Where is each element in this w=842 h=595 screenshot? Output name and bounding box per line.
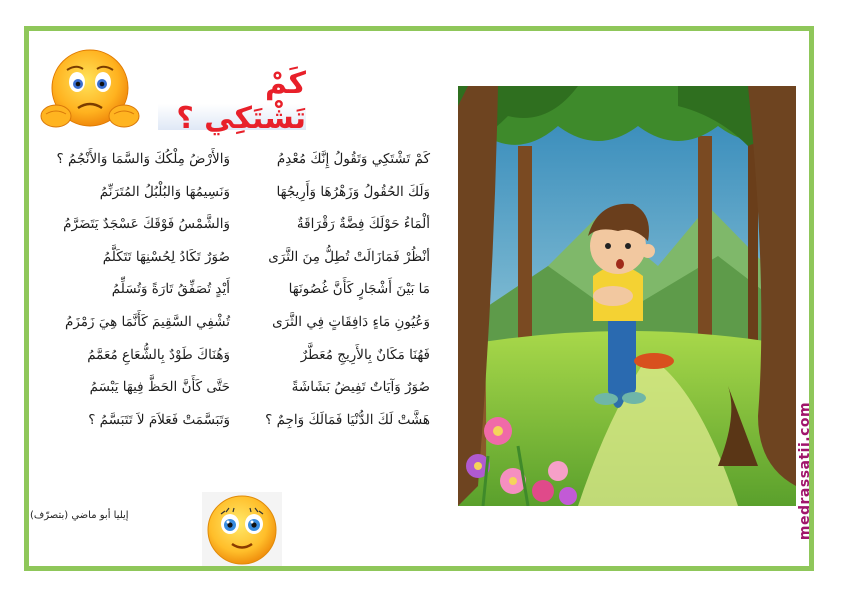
poem-line: صُوَرٌ وَآيَاتٌ تَفِيضُ بَشَاشَةً: [291, 379, 430, 396]
smiling-emoji-icon: [202, 492, 282, 566]
poem-line: وَتَبَسَّمَتْ فَعَلاَمَ لاَ تَتَبَسَّمُ ؟: [88, 411, 230, 428]
poem-left-column: [52, 143, 230, 436]
poem-line: وَعُيُونِ مَاءٍ دَافِقَاتٍ فِي الثَّرَى: [272, 313, 430, 330]
poem-line: أنْظُرْ فَمَازَالَتْ تُطِلُّ مِنَ الثَّرَى: [268, 248, 430, 265]
poem-title: كَمْ تَشْتَكِي ؟: [158, 72, 306, 130]
poem-line: مَا بَيْنَ أَشْجَارٍ كَأَنَّ غُصُونَهَا: [288, 281, 430, 298]
poem-line: صُوَرٌ تَكَادُ لِحُسْنِهَا تَتَكَلَّمُ: [102, 248, 230, 265]
poem-line: كَمْ تَشْتَكِي وَتَقُولُ إِنَّكَ مُعْدِمُ: [276, 151, 430, 167]
poem-line: وَالشَّمْسُ فَوْقَكَ عَسْجَدٌ يَتَضَرَّمُ: [63, 216, 230, 233]
poem-line: أَيْدٍ تُصَفِّقُ تَارَةً وَتُسَلِّمُ: [111, 281, 230, 298]
poem-line: تُشْفِي السَّقِيمَ كَأَنَّمَا هِيَ زَمْزَمُ: [65, 313, 230, 330]
poem-line: وَالأَرْضُ مِلْكُكَ وَالسَّمَا وَالأَنْجُمُ ؟: [56, 151, 230, 167]
site-watermark: medrassatii.com: [797, 401, 813, 541]
sad-emoji-icon: [40, 46, 140, 132]
poem-line: وَهُنَاكَ طَوْدٌ بِالشُّعَاعِ مُعَمَّمُ: [87, 346, 230, 363]
poem-line: وَلَكَ الحُقُولُ وَزَهْرُهَا وَأَرِيجُهَا: [276, 183, 430, 200]
poem-line: حَتَّى كَأَنَّ الحَظَّ فِيهَا يَبْسَمُ: [89, 379, 230, 396]
poem-line: وَنَسِيمُهَا وَالبُلْبُلُ المُتَرَنِّمُ: [99, 183, 230, 200]
poem-line: ألْمَاءُ حَوْلَكَ فِضَّةٌ رَقْرَاقَةٌ: [296, 216, 430, 233]
poem-line: فَهُنَا مَكَانٌ بِالأَرِيجِ مُعَطَّرٌ: [300, 346, 430, 363]
boy-in-forest-illustration: [458, 86, 796, 506]
poem-right-column: [255, 143, 430, 436]
poem-line: هَشَّتْ لَكَ الدُّنْيَا فَمَالَكَ وَاجِمٌ ؟: [265, 411, 430, 428]
poem-author-signature: إيليا أبو ماضي (بتصرّف): [30, 510, 129, 521]
